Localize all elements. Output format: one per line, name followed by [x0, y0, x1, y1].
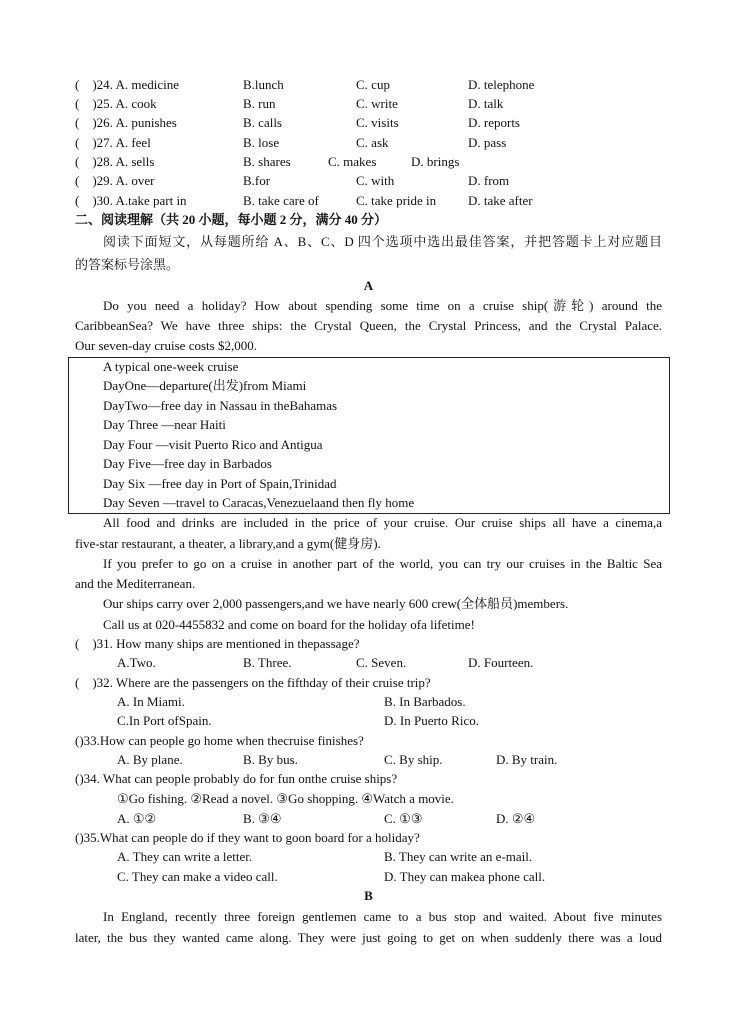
itinerary-day-2: DayTwo—free day in Nassau in theBahamas: [103, 398, 338, 413]
question-33-option-a: A. By plane.: [117, 752, 183, 767]
passage-a-intro-1: Do you need a holiday? How about spending some time on a cruise ship(游轮) around the: [103, 298, 662, 313]
passage-a-label: A: [363, 278, 374, 293]
question-33-option-d: D. By train.: [496, 752, 558, 767]
question-32-option-b: B. In Barbados.: [384, 694, 466, 709]
option-row-30-c: C. take pride in: [356, 193, 437, 208]
passage-b-line-1: In England, recently three foreign gentlemen came to a bus stop and waited. About five minutes: [103, 909, 662, 924]
question-33-stem: ()33.How can people go home when thecruise finishes?: [75, 733, 364, 748]
section-title: 二、阅读理解（共 20 小题，每小题 2 分，满分 40 分）: [75, 212, 388, 227]
itinerary-title: A typical one-week cruise: [103, 359, 239, 374]
passage-a-after-5: Our ships carry over 2,000 passengers,and we have nearly 600 crew(全体船员)members.: [103, 596, 569, 611]
option-row-28-b: B. shares: [243, 154, 291, 169]
question-32-option-c: C.In Port ofSpain.: [117, 713, 212, 728]
question-34-option-d: D. ②④: [496, 811, 536, 826]
passage-b-label: B: [364, 888, 373, 903]
option-row-28-c: C. makes: [328, 154, 377, 169]
question-35-option-d: D. They can makea phone call.: [384, 869, 546, 884]
option-row-25-b: B. run: [243, 96, 276, 111]
question-31-option-b: B. Three.: [243, 655, 292, 670]
passage-a-after-1: All food and drinks are included in the price of your cruise. Our cruise ships all have a cinema,a: [103, 515, 662, 530]
option-row-30-d: D. take after: [468, 193, 533, 208]
question-31-stem: ( )31. How many ships are mentioned in thepassage?: [75, 636, 360, 651]
passage-a-after-4: and the Mediterranean.: [75, 576, 196, 591]
question-31-option-a: A.Two.: [117, 655, 156, 670]
itinerary-day-5: Day Five—free day in Barbados: [103, 456, 272, 471]
option-row-24-b: B.lunch: [243, 77, 284, 92]
instructions-line-1: 阅读下面短文，从每题所给 A、B、C、D 四个选项中选出最佳答案，并把答题卡上对应题目: [103, 234, 662, 249]
option-row-29-b: B.for: [243, 173, 271, 188]
question-34-option-a: A. ①②: [117, 811, 157, 826]
question-34-stem: ()34. What can people probably do for fun onthe cruise ships?: [75, 771, 398, 786]
question-33-option-b: B. By bus.: [243, 752, 298, 767]
option-row-25-d: D. talk: [468, 96, 504, 111]
option-row-27-b: B. lose: [243, 135, 280, 150]
question-35-option-c: C. They can make a video call.: [117, 869, 278, 884]
instructions-line-2: 的答案标号涂黑。: [75, 257, 180, 272]
passage-a-after-6: Call us at 020-4455832 and come on board for the holiday ofa lifetime!: [103, 617, 475, 632]
question-35-stem: ()35.What can people do if they want to goon board for a holiday?: [75, 830, 420, 845]
option-row-27-c: C. ask: [356, 135, 389, 150]
option-row-26-d: D. reports: [468, 115, 520, 130]
option-row-26-b: B. calls: [243, 115, 282, 130]
question-34-option-b: B. ③④: [243, 811, 282, 826]
itinerary-day-7: Day Seven —travel to Caracas,Venezuelaand then fly home: [103, 495, 415, 510]
option-row-29-c: C. with: [356, 173, 395, 188]
option-row-26-a: ( )26. A. punishes: [75, 115, 177, 130]
option-row-29-a: ( )29. A. over: [75, 173, 155, 188]
question-31-option-c: C. Seven.: [356, 655, 407, 670]
question-31-option-d: D. Fourteen.: [468, 655, 534, 670]
option-row-25-c: C. write: [356, 96, 398, 111]
passage-a-after-3: If you prefer to go on a cruise in another part of the world, you can try our cruises in the Baltic Sea: [103, 556, 662, 571]
itinerary-day-1: DayOne—departure(出发)from Miami: [103, 378, 307, 393]
option-row-26-c: C. visits: [356, 115, 399, 130]
passage-a-after-2: five-star restaurant, a theater, a library,and a gym(健身房).: [75, 536, 381, 551]
itinerary-day-3: Day Three —near Haiti: [103, 417, 226, 432]
option-row-30-a: ( )30. A.take part in: [75, 193, 187, 208]
option-row-28-d: D. brings: [411, 154, 460, 169]
question-32-option-d: D. In Puerto Rico.: [384, 713, 479, 728]
passage-a-intro-3: Our seven-day cruise costs $2,000.: [75, 338, 257, 353]
option-row-25-a: ( )25. A. cook: [75, 96, 157, 111]
option-row-24-a: ( )24. A. medicine: [75, 77, 179, 92]
question-34-option-c: C. ①③: [384, 811, 423, 826]
itinerary-day-6: Day Six —free day in Port of Spain,Trinidad: [103, 476, 337, 491]
option-row-29-d: D. from: [468, 173, 510, 188]
option-row-30-b: B. take care of: [243, 193, 319, 208]
question-32-option-a: A. In Miami.: [117, 694, 185, 709]
option-row-27-d: D. pass: [468, 135, 507, 150]
passage-b-line-2: later, the bus they wanted came along. They were just going to get on when suddenly there was a loud: [75, 930, 662, 945]
option-row-24-c: C. cup: [356, 77, 390, 92]
option-row-24-d: D. telephone: [468, 77, 535, 92]
passage-a-intro-2: CaribbeanSea? We have three ships: the Crystal Queen, the Crystal Princess, and the Crystal Palace.: [75, 318, 662, 333]
option-row-28-a: ( )28. A. sells: [75, 154, 155, 169]
question-34-items: ①Go fishing. ②Read a novel. ③Go shopping. ④Watch a movie.: [117, 791, 454, 806]
question-35-option-a: A. They can write a letter.: [117, 849, 253, 864]
itinerary-day-4: Day Four —visit Puerto Rico and Antigua: [103, 437, 323, 452]
question-35-option-b: B. They can write an e-mail.: [384, 849, 533, 864]
option-row-27-a: ( )27. A. feel: [75, 135, 151, 150]
question-32-stem: ( )32. Where are the passengers on the fifthday of their cruise trip?: [75, 675, 431, 690]
question-33-option-c: C. By ship.: [384, 752, 443, 767]
